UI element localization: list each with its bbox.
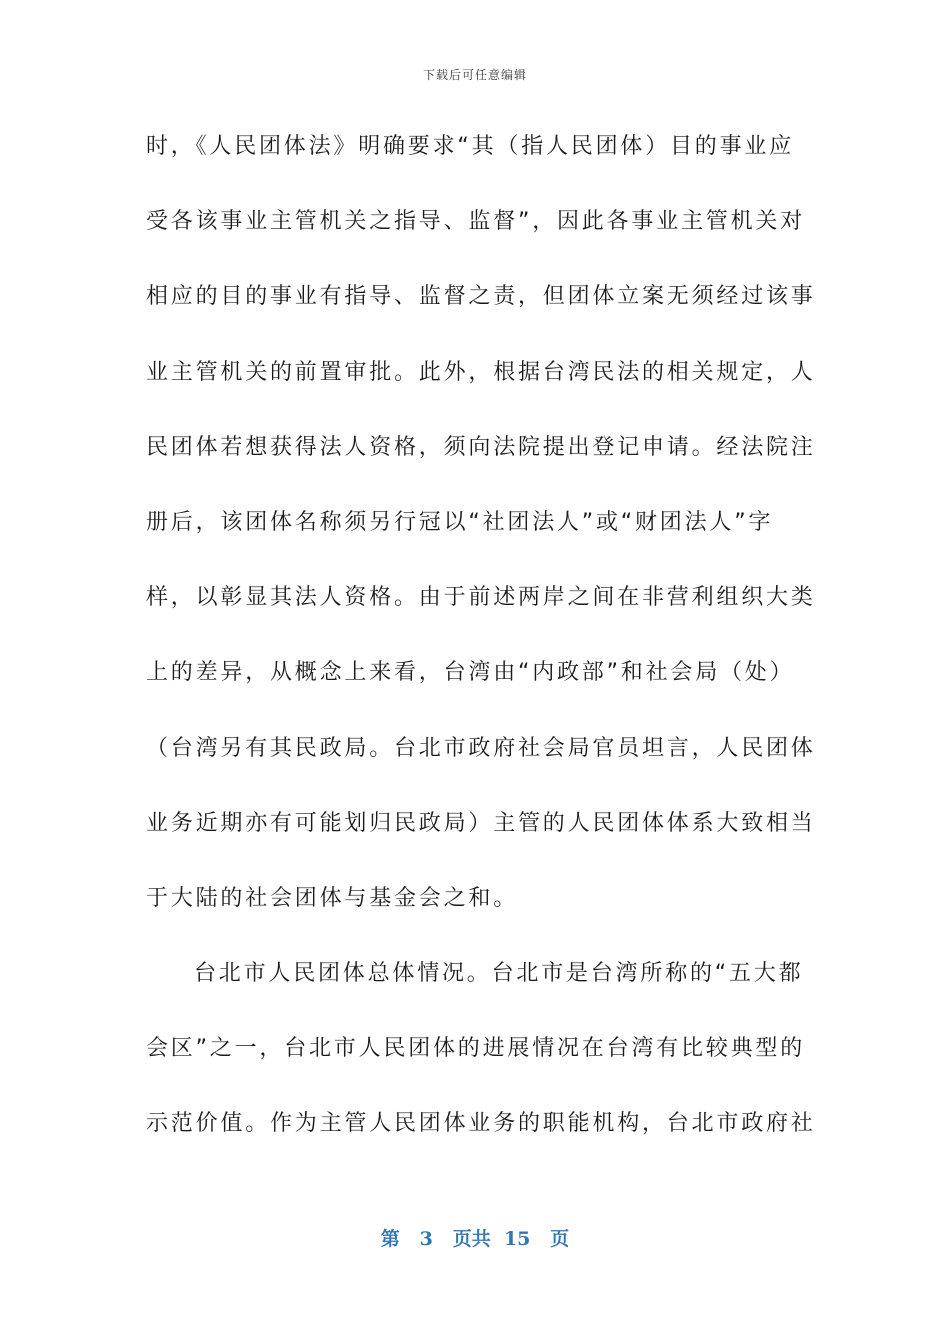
text-line: 样，以彰显其法人资格。由于前述两岸之间在非营利组织大类	[146, 585, 816, 611]
text-line: 于大陆的社会团体与基金会之和。	[146, 885, 519, 911]
footer-suffix: 页	[550, 1228, 570, 1250]
footer-prefix: 第	[380, 1228, 400, 1250]
text-line: 会区”之一，台北市人民团体的进展情况在台湾有比较典型的	[146, 1036, 805, 1062]
text-line: 民团体若想获得法人资格，须向法院提出登记申请。经法院注	[146, 434, 816, 460]
text-line: 册后，该团体名称须另行冠以“社团法人”或“财团法人”字	[146, 509, 774, 535]
document-body	[146, 124, 816, 1177]
text-line: 示范价值。作为主管人民团体业务的职能机构，台北市政府社	[146, 1111, 816, 1137]
text-line: 时，《人民团体法》明确要求“其（指人民团体）目的事业应	[146, 134, 794, 159]
paragraph-first-line: 台北市人民团体总体情况。台北市是台湾所称的“五大都	[194, 961, 804, 987]
text-line: 上的差异，从概念上来看，台湾由“内政部”和社会局（处）	[146, 660, 795, 686]
text-line: 相应的目的事业有指导、监督之责，但团体立案无须经过该事	[146, 284, 816, 310]
text-line: 受各该事业主管机关之指导、监督”，因此各事业主管机关对	[146, 209, 805, 235]
page-header: 下载后可任意编辑	[422, 68, 527, 82]
footer-middle: 页共	[452, 1228, 491, 1250]
text-line: 业主管机关的前置审批。此外，根据台湾民法的相关规定，人	[146, 359, 816, 385]
text-line: （台湾另有其民政局。台北市政府社会局官员坦言，人民团体	[146, 735, 816, 761]
current-page-number: 3	[419, 1228, 433, 1250]
total-page-count: 15	[503, 1228, 531, 1250]
page-footer	[0, 1224, 950, 1251]
text-line: 业务近期亦有可能划归民政局）主管的人民团体体系大致相当	[146, 810, 816, 836]
